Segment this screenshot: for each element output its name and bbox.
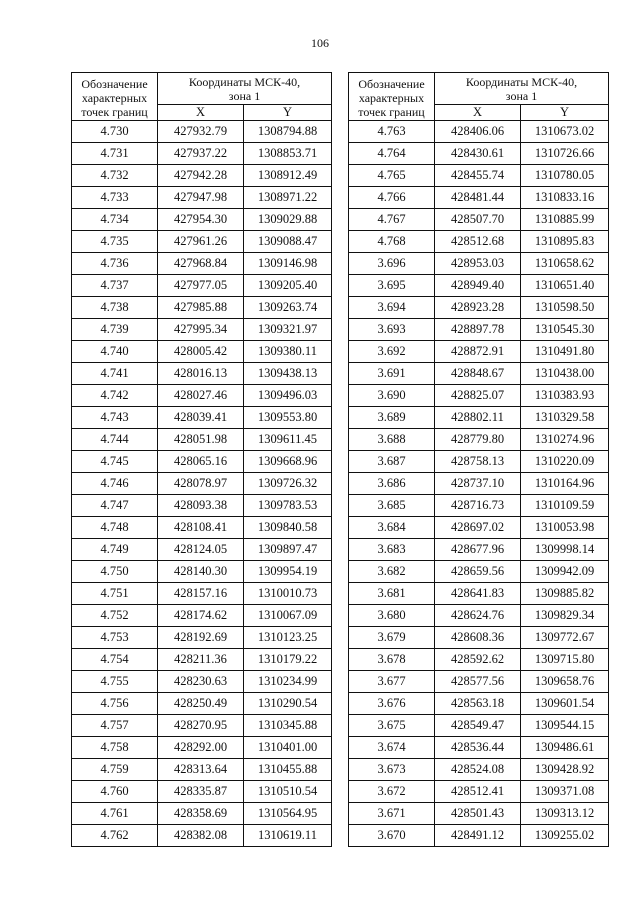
table-row: [349, 605, 609, 627]
y-coordinate-cell: 1309029.88: [244, 209, 332, 231]
coord-system-header: [435, 73, 609, 105]
y-coordinate-cell: 1310109.59: [521, 495, 609, 517]
table-row: [349, 253, 609, 275]
x-column-header: X: [158, 105, 244, 121]
y-coordinate-cell: 1310564.95: [244, 803, 332, 825]
x-coordinate-cell: 428406.06: [435, 121, 521, 143]
table-row: [72, 187, 332, 209]
table-row: [349, 473, 609, 495]
y-coordinate-cell: 1310383.93: [521, 385, 609, 407]
point-id-cell: 3.671: [349, 803, 435, 825]
point-label-line-2: характерных: [81, 90, 148, 105]
x-coordinate-cell: 428716.73: [435, 495, 521, 517]
table-row: [349, 649, 609, 671]
x-coordinate-cell: 428455.74: [435, 165, 521, 187]
table-row: [349, 231, 609, 253]
y-coordinate-cell: 1310651.40: [521, 275, 609, 297]
coord-system-line-2: зона 1: [505, 88, 538, 103]
point-label-header: [72, 73, 158, 121]
y-coordinate-cell: 1310510.54: [244, 781, 332, 803]
table-row: [72, 517, 332, 539]
point-id-cell: 3.686: [349, 473, 435, 495]
y-coordinate-cell: 1310895.83: [521, 231, 609, 253]
point-id-cell: 4.767: [349, 209, 435, 231]
point-id-cell: 4.755: [72, 671, 158, 693]
point-id-cell: 4.757: [72, 715, 158, 737]
y-coordinate-cell: 1309313.12: [521, 803, 609, 825]
point-id-cell: 4.745: [72, 451, 158, 473]
x-coordinate-cell: 427947.98: [158, 187, 244, 209]
point-id-cell: 3.693: [349, 319, 435, 341]
x-coordinate-cell: 428051.98: [158, 429, 244, 451]
table-row: [72, 231, 332, 253]
y-coordinate-cell: 1309601.54: [521, 693, 609, 715]
table-row: [72, 385, 332, 407]
point-id-cell: 4.752: [72, 605, 158, 627]
y-coordinate-cell: 1310438.00: [521, 363, 609, 385]
y-coordinate-cell: 1310234.99: [244, 671, 332, 693]
point-id-cell: 4.744: [72, 429, 158, 451]
point-id-cell: 4.737: [72, 275, 158, 297]
x-coordinate-cell: 428430.61: [435, 143, 521, 165]
y-coordinate-cell: 1309658.76: [521, 671, 609, 693]
point-id-cell: 4.756: [72, 693, 158, 715]
table-row: [349, 363, 609, 385]
x-coordinate-cell: 428230.63: [158, 671, 244, 693]
coordinates-table-right: [348, 72, 609, 847]
x-coordinate-cell: 428108.41: [158, 517, 244, 539]
table-row: [349, 429, 609, 451]
point-id-cell: 4.760: [72, 781, 158, 803]
x-coordinate-cell: 428641.83: [435, 583, 521, 605]
coord-system-line-1: Координаты МСК-40,: [188, 74, 301, 89]
y-coordinate-cell: 1309942.09: [521, 561, 609, 583]
table-row: [349, 627, 609, 649]
coord-system-line-1: Координаты МСК-40,: [465, 74, 578, 89]
table-row: [72, 407, 332, 429]
y-coordinate-cell: 1310123.25: [244, 627, 332, 649]
coord-system-header: [158, 73, 332, 105]
y-coordinate-cell: 1309553.80: [244, 407, 332, 429]
point-id-cell: 4.759: [72, 759, 158, 781]
y-coordinate-cell: 1309146.98: [244, 253, 332, 275]
y-coordinate-cell: 1310598.50: [521, 297, 609, 319]
table-row: [72, 583, 332, 605]
point-label-line-2: характерных: [358, 90, 425, 105]
coord-system-line-2: зона 1: [228, 88, 261, 103]
table-row: [349, 781, 609, 803]
x-coordinate-cell: 427937.22: [158, 143, 244, 165]
table-row: [72, 165, 332, 187]
y-coordinate-cell: 1310455.88: [244, 759, 332, 781]
x-coordinate-cell: 428624.76: [435, 605, 521, 627]
x-coordinate-cell: 428779.80: [435, 429, 521, 451]
point-id-cell: 4.738: [72, 297, 158, 319]
point-id-cell: 3.690: [349, 385, 435, 407]
x-coordinate-cell: 428481.44: [435, 187, 521, 209]
point-id-cell: 4.753: [72, 627, 158, 649]
y-coordinate-cell: 1310164.96: [521, 473, 609, 495]
y-coordinate-cell: 1309438.13: [244, 363, 332, 385]
point-id-cell: 3.679: [349, 627, 435, 649]
table-row: [349, 143, 609, 165]
point-label-line-1: Обозначение: [81, 76, 148, 91]
table-row: [349, 297, 609, 319]
point-id-cell: 4.734: [72, 209, 158, 231]
table-row: [72, 781, 332, 803]
x-coordinate-cell: 428872.91: [435, 341, 521, 363]
point-id-cell: 4.733: [72, 187, 158, 209]
x-coordinate-cell: 428501.43: [435, 803, 521, 825]
table-row: [349, 385, 609, 407]
point-id-cell: 3.680: [349, 605, 435, 627]
x-coordinate-cell: 428211.36: [158, 649, 244, 671]
y-coordinate-cell: 1310619.11: [244, 825, 332, 847]
table-row: [349, 187, 609, 209]
y-coordinate-cell: 1309380.11: [244, 341, 332, 363]
coordinates-table-left: [71, 72, 332, 847]
y-coordinate-cell: 1309611.45: [244, 429, 332, 451]
point-id-cell: 3.688: [349, 429, 435, 451]
point-id-cell: 4.735: [72, 231, 158, 253]
point-label-header: [349, 73, 435, 121]
table-row: [72, 649, 332, 671]
y-coordinate-cell: 1309715.80: [521, 649, 609, 671]
table-body: [72, 121, 332, 847]
y-coordinate-cell: 1310010.73: [244, 583, 332, 605]
point-id-cell: 4.762: [72, 825, 158, 847]
point-id-cell: 4.761: [72, 803, 158, 825]
x-coordinate-cell: 427968.84: [158, 253, 244, 275]
x-coordinate-cell: 428549.47: [435, 715, 521, 737]
table-row: [349, 583, 609, 605]
point-id-cell: 4.758: [72, 737, 158, 759]
y-coordinate-cell: 1309840.58: [244, 517, 332, 539]
table-row: [349, 495, 609, 517]
y-coordinate-cell: 1309668.96: [244, 451, 332, 473]
y-coordinate-cell: 1310885.99: [521, 209, 609, 231]
x-coordinate-cell: 428512.41: [435, 781, 521, 803]
table-row: [72, 253, 332, 275]
table-row: [72, 759, 332, 781]
table-row: [72, 825, 332, 847]
y-coordinate-cell: 1309428.92: [521, 759, 609, 781]
y-coordinate-cell: 1309783.53: [244, 495, 332, 517]
x-coordinate-cell: 428016.13: [158, 363, 244, 385]
y-coordinate-cell: 1309486.61: [521, 737, 609, 759]
y-coordinate-cell: 1310274.96: [521, 429, 609, 451]
point-id-cell: 4.741: [72, 363, 158, 385]
x-coordinate-cell: 428677.96: [435, 539, 521, 561]
y-coordinate-cell: 1310780.05: [521, 165, 609, 187]
point-id-cell: 3.695: [349, 275, 435, 297]
x-coordinate-cell: 428953.03: [435, 253, 521, 275]
x-coordinate-cell: 428536.44: [435, 737, 521, 759]
table-row: [72, 693, 332, 715]
point-id-cell: 4.731: [72, 143, 158, 165]
page-number: 106: [311, 36, 329, 50]
y-coordinate-cell: 1310726.66: [521, 143, 609, 165]
x-coordinate-cell: 428507.70: [435, 209, 521, 231]
table-row: [349, 715, 609, 737]
point-id-cell: 3.676: [349, 693, 435, 715]
x-coordinate-cell: 428270.95: [158, 715, 244, 737]
point-id-cell: 4.751: [72, 583, 158, 605]
table-row: [72, 473, 332, 495]
x-coordinate-cell: 428078.97: [158, 473, 244, 495]
x-coordinate-cell: 427977.05: [158, 275, 244, 297]
y-coordinate-cell: 1309496.03: [244, 385, 332, 407]
table-row: [349, 561, 609, 583]
point-id-cell: 4.763: [349, 121, 435, 143]
point-id-cell: 4.765: [349, 165, 435, 187]
x-coordinate-cell: 427954.30: [158, 209, 244, 231]
y-coordinate-cell: 1308794.88: [244, 121, 332, 143]
x-coordinate-cell: 428758.13: [435, 451, 521, 473]
y-coordinate-cell: 1310053.98: [521, 517, 609, 539]
x-coordinate-cell: 428659.56: [435, 561, 521, 583]
y-coordinate-cell: 1309321.97: [244, 319, 332, 341]
x-coordinate-cell: 428608.36: [435, 627, 521, 649]
table-row: [72, 121, 332, 143]
y-coordinate-cell: 1309772.67: [521, 627, 609, 649]
point-id-cell: 3.687: [349, 451, 435, 473]
table-row: [349, 165, 609, 187]
point-id-cell: 4.750: [72, 561, 158, 583]
table-row: [72, 627, 332, 649]
y-column-header: Y: [521, 105, 609, 121]
point-id-cell: 4.743: [72, 407, 158, 429]
table-row: [349, 517, 609, 539]
point-id-cell: 3.673: [349, 759, 435, 781]
point-id-cell: 3.685: [349, 495, 435, 517]
point-id-cell: 4.748: [72, 517, 158, 539]
table-row: [349, 671, 609, 693]
table-row: [72, 297, 332, 319]
point-id-cell: 4.730: [72, 121, 158, 143]
y-coordinate-cell: 1310491.80: [521, 341, 609, 363]
x-coordinate-cell: 427961.26: [158, 231, 244, 253]
x-coordinate-cell: 428897.78: [435, 319, 521, 341]
x-coordinate-cell: 428250.49: [158, 693, 244, 715]
point-id-cell: 4.746: [72, 473, 158, 495]
table-row: [349, 737, 609, 759]
y-coordinate-cell: 1309371.08: [521, 781, 609, 803]
table-row: [72, 319, 332, 341]
table-row: [349, 759, 609, 781]
y-coordinate-cell: 1309544.15: [521, 715, 609, 737]
table-body: [349, 121, 609, 847]
y-coordinate-cell: 1310329.58: [521, 407, 609, 429]
point-id-cell: 3.674: [349, 737, 435, 759]
point-id-cell: 3.678: [349, 649, 435, 671]
y-coordinate-cell: 1310179.22: [244, 649, 332, 671]
y-coordinate-cell: 1309088.47: [244, 231, 332, 253]
y-coordinate-cell: 1310345.88: [244, 715, 332, 737]
y-coordinate-cell: 1310545.30: [521, 319, 609, 341]
table-row: [72, 803, 332, 825]
point-id-cell: 4.766: [349, 187, 435, 209]
point-id-cell: 4.764: [349, 143, 435, 165]
point-id-cell: 3.683: [349, 539, 435, 561]
y-coordinate-cell: 1310067.09: [244, 605, 332, 627]
table-row: [72, 363, 332, 385]
x-coordinate-cell: 428335.87: [158, 781, 244, 803]
x-coordinate-cell: 427995.34: [158, 319, 244, 341]
y-coordinate-cell: 1309954.19: [244, 561, 332, 583]
table-row: [72, 671, 332, 693]
x-coordinate-cell: 428313.64: [158, 759, 244, 781]
table-row: [349, 319, 609, 341]
x-coordinate-cell: 428848.67: [435, 363, 521, 385]
x-coordinate-cell: 428592.62: [435, 649, 521, 671]
x-coordinate-cell: 428382.08: [158, 825, 244, 847]
point-id-cell: 4.742: [72, 385, 158, 407]
x-coordinate-cell: 428157.16: [158, 583, 244, 605]
point-id-cell: 4.768: [349, 231, 435, 253]
table-row: [72, 605, 332, 627]
x-column-header: X: [435, 105, 521, 121]
table-header: [72, 73, 332, 121]
y-coordinate-cell: 1309998.14: [521, 539, 609, 561]
x-coordinate-cell: 428825.07: [435, 385, 521, 407]
y-coordinate-cell: 1309255.02: [521, 825, 609, 847]
y-coordinate-cell: 1309829.34: [521, 605, 609, 627]
y-coordinate-cell: 1310658.62: [521, 253, 609, 275]
table-header: [349, 73, 609, 121]
x-coordinate-cell: 428027.46: [158, 385, 244, 407]
point-id-cell: 3.677: [349, 671, 435, 693]
x-coordinate-cell: 427932.79: [158, 121, 244, 143]
table-row: [349, 209, 609, 231]
table-row: [72, 275, 332, 297]
point-id-cell: 3.672: [349, 781, 435, 803]
x-coordinate-cell: 428140.30: [158, 561, 244, 583]
y-coordinate-cell: 1309205.40: [244, 275, 332, 297]
point-id-cell: 4.736: [72, 253, 158, 275]
point-id-cell: 3.694: [349, 297, 435, 319]
point-label-line-1: Обозначение: [358, 76, 425, 91]
table-row: [72, 429, 332, 451]
x-coordinate-cell: 428949.40: [435, 275, 521, 297]
y-coordinate-cell: 1310673.02: [521, 121, 609, 143]
point-id-cell: 3.675: [349, 715, 435, 737]
y-coordinate-cell: 1308971.22: [244, 187, 332, 209]
x-coordinate-cell: 427942.28: [158, 165, 244, 187]
point-label-line-3: точек границ: [81, 104, 148, 119]
y-coordinate-cell: 1309726.32: [244, 473, 332, 495]
point-id-cell: 3.689: [349, 407, 435, 429]
y-coordinate-cell: 1310401.00: [244, 737, 332, 759]
y-coordinate-cell: 1310290.54: [244, 693, 332, 715]
point-id-cell: 3.681: [349, 583, 435, 605]
x-coordinate-cell: 427985.88: [158, 297, 244, 319]
x-coordinate-cell: 428737.10: [435, 473, 521, 495]
point-id-cell: 3.684: [349, 517, 435, 539]
table-row: [72, 495, 332, 517]
table-row: [72, 715, 332, 737]
point-id-cell: 4.740: [72, 341, 158, 363]
point-id-cell: 4.747: [72, 495, 158, 517]
x-coordinate-cell: 428124.05: [158, 539, 244, 561]
x-coordinate-cell: 428358.69: [158, 803, 244, 825]
x-coordinate-cell: 428039.41: [158, 407, 244, 429]
table-row: [349, 121, 609, 143]
point-id-cell: 3.691: [349, 363, 435, 385]
x-coordinate-cell: 428512.68: [435, 231, 521, 253]
table-row: [349, 275, 609, 297]
table-row: [72, 451, 332, 473]
x-coordinate-cell: 428005.42: [158, 341, 244, 363]
y-coordinate-cell: 1309897.47: [244, 539, 332, 561]
point-id-cell: 3.670: [349, 825, 435, 847]
point-id-cell: 3.696: [349, 253, 435, 275]
y-coordinate-cell: 1309263.74: [244, 297, 332, 319]
table-row: [72, 561, 332, 583]
point-id-cell: 4.754: [72, 649, 158, 671]
point-id-cell: 4.739: [72, 319, 158, 341]
table-row: [349, 539, 609, 561]
table-row: [72, 209, 332, 231]
point-id-cell: 3.692: [349, 341, 435, 363]
table-row: [72, 341, 332, 363]
x-coordinate-cell: 428923.28: [435, 297, 521, 319]
x-coordinate-cell: 428065.16: [158, 451, 244, 473]
x-coordinate-cell: 428563.18: [435, 693, 521, 715]
table-row: [72, 737, 332, 759]
x-coordinate-cell: 428697.02: [435, 517, 521, 539]
table-row: [349, 693, 609, 715]
y-coordinate-cell: 1308853.71: [244, 143, 332, 165]
x-coordinate-cell: 428093.38: [158, 495, 244, 517]
x-coordinate-cell: 428192.69: [158, 627, 244, 649]
x-coordinate-cell: 428524.08: [435, 759, 521, 781]
y-column-header: Y: [244, 105, 332, 121]
x-coordinate-cell: 428802.11: [435, 407, 521, 429]
y-coordinate-cell: 1308912.49: [244, 165, 332, 187]
x-coordinate-cell: 428491.12: [435, 825, 521, 847]
table-row: [349, 803, 609, 825]
table-row: [349, 341, 609, 363]
point-label-line-3: точек границ: [358, 104, 425, 119]
y-coordinate-cell: 1310220.09: [521, 451, 609, 473]
y-coordinate-cell: 1309885.82: [521, 583, 609, 605]
table-row: [72, 539, 332, 561]
table-row: [72, 143, 332, 165]
y-coordinate-cell: 1310833.16: [521, 187, 609, 209]
point-id-cell: 3.682: [349, 561, 435, 583]
table-row: [349, 451, 609, 473]
table-row: [349, 407, 609, 429]
table-row: [349, 825, 609, 847]
x-coordinate-cell: 428174.62: [158, 605, 244, 627]
x-coordinate-cell: 428292.00: [158, 737, 244, 759]
point-id-cell: 4.732: [72, 165, 158, 187]
point-id-cell: 4.749: [72, 539, 158, 561]
x-coordinate-cell: 428577.56: [435, 671, 521, 693]
